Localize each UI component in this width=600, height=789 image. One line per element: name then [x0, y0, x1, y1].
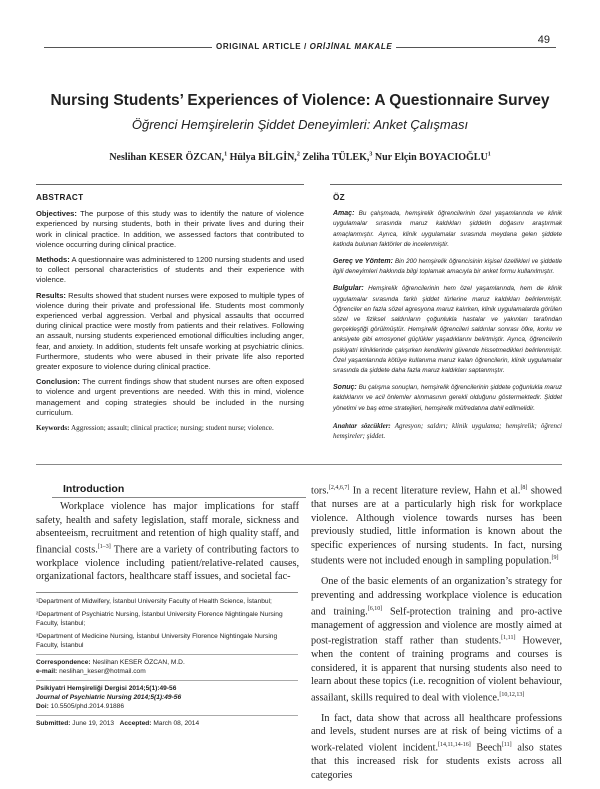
- body-paragraph: One of the basic elements of an organization’s strategy for preventing and addressing workplace violence is education and training.[6,10] Self-protection training and pro-active management of aggression and violence are mostly aimed at post-registration staff rather than students.[1,11] However, when the content of training programs and courses is considered, it is apparent that nursing students also need to learn about these topics (i.e. recognition of violent behaviour, assailant, skills required to deal with violence.[10,12,13]: [311, 576, 562, 704]
- journal-tr: Psikiyatri Hemşireliği Dergisi 2014;5(1):49-56: [36, 685, 177, 692]
- author-list: [0, 152, 600, 163]
- correspondence: Correspondence: Neslihan KESER ÖZCAN, M.D.: [36, 659, 185, 666]
- author: Nur Elçin BOYACIOĞLU$^1$: [374, 152, 491, 164]
- abstract-section: [36, 193, 304, 438]
- abstract-results: Results: Results showed that student nurses were exposed to multiple types of violence during their private and professional life. Students most commonly experienced verbal aggression. Verbal and physical assaults that occurred during clinical practice were mostly from patients and their relatives. Following an assault, nursing students experienced emotional difficulties including anger, fear, and anxiety. In addition, students felt unsafe working at psychiatric clinics. Furthermore, students who were abused in their private life also reported greater exposure to violence during clinical practice.: [36, 290, 304, 372]
- footnote-divider: [36, 654, 298, 655]
- body-paragraph: tors.[2,4,6,7] In a recent literature review, Hahn et al.[8] showed that nurses are at a particularly high risk for workplace violence. Although violence towards nurses has been previously studied, little information is known about the specific experiences of nursing students. In fact, nursing students were not included enough in sampling population.[9]: [311, 485, 563, 567]
- paper-subtitle: Öğrenci Hemşirelerin Şiddet Deneyimleri: Anket Çalışması: [131, 117, 469, 132]
- affiliation-3: ³Department of Medicine Nursing, İstanbul University Florence Nightingale Nursing Faculty, İstanbul: [36, 633, 278, 649]
- page-number: 49: [537, 34, 550, 46]
- oz-rule: [330, 184, 562, 185]
- right-column-text: [311, 482, 562, 789]
- oz-keywords: Anahtar sözcükler: Agresyon; saldırı; klinik uygulama; hemşirelik; öğrenci hemşireler; şiddet.: [333, 421, 563, 441]
- abstract-rule: [36, 184, 304, 185]
- body-paragraph: In fact, data show that across all healthcare professions and levels, student nurses are at risk of being victims of a work-related violent incident.[14,11,14-16] Beech[11] also states that this increased risk for students exists across all categories: [311, 712, 563, 781]
- footnote-rule: [36, 592, 298, 593]
- article-type-tag: [212, 42, 396, 51]
- abstract-objectives: Objectives: The purpose of this study was to identify the nature of violence experienced by nursing students, both in their private lives and during their work in clinical practice. In addition, we assessed factors that contributed to violence occurring during clinical practice.: [36, 209, 304, 249]
- dates: Submitted: June 19, 2013 Accepted: March 08, 2014: [36, 720, 200, 727]
- oz-heading: ÖZ: [333, 193, 345, 202]
- oz-section: [333, 193, 562, 448]
- footnote-divider: [36, 715, 298, 716]
- abstract-heading: ABSTRACT: [36, 193, 84, 202]
- abstract-conclusion: Conclusion: The current findings show that student nurses are often exposed to violence and urgent preventions are needed. With this in mind, violence management and coping strategies should be included in the nursing curriculum.: [36, 377, 304, 417]
- affiliation-1: ¹Department of Midwifery, İstanbul University Faculty of Health Science, İstanbul;: [36, 598, 272, 605]
- introduction-rule: [52, 497, 306, 498]
- footnote-divider: [36, 680, 298, 681]
- author: Neslihan KESER ÖZCAN,$^1$: [109, 152, 228, 164]
- article-type-en: ORIGINAL ARTICLE: [216, 42, 302, 51]
- author: Zeliha TÜLEK,$^3$: [302, 152, 373, 164]
- journal-en: Journal of Psychiatric Nursing 2014;5(1):49-56: [36, 694, 182, 701]
- intro-paragraph: Workplace violence has major implications for staff safety, health and safety legislation, staff morale, sickness and absenteeism, recruitment and retention of high quality staff, and financial costs.[1–3] There are a variety of contributing factors to workplace violence including patient/relative-related causes, organizational factors, healthcare staff issues, and societal fac-: [36, 501, 299, 583]
- article-type-sep: /: [301, 42, 310, 51]
- introduction-text: [36, 500, 299, 584]
- oz-bulgular: Bulgular: Hemşirelik öğrencilerinin hem özel yaşamlarında, hem de klinik uygulamalar sırasında farklı şiddet türlerine maruz kaldıkları belirlenmiştir. Öğrenciler en fazla sözel agresyona maruz kalırken, klinik uygulamalarda görülen sözel ve fiziksel saldırıların çoğunlukla hastalar ve yakınları tarafından gerçekleştiği görülmüştür. Hemşirelik öğrencileri saldırılar sonrası öfke, korku ve anksiyete gibi emosyonel güçlükler yaşadıklarını belirtmiştir. Ayrıca, öğrencilerin psikiyatri kliniklerinde çalışırken kendilerini güvende hissetmedikleri belirlenmiştir. Özel yaşamlarında kötüye kullanıma maruz kalan öğrencilerin, klinik uygulamalar sırasında da şiddete daha fazla maruz kaldıkları saptanmıştır.: [333, 285, 563, 375]
- article-type-tr: ORİJİNAL MAKALE: [309, 42, 393, 51]
- email: e-mail: neslihan_keser@hotmail.com: [36, 668, 146, 675]
- oz-sonuc: Sonuç: Bu çalışma sonuçları, hemşirelik öğrencilerinin şiddete çoğunlukla maruz kaldıklarını ve acil önlemler alınmasının gerekli olduğunu göstermektedir. Şiddet yönetimi ve baş etme stratejileri, hemşirelik müfredatına dahil edilmelidir.: [333, 384, 562, 412]
- section-divider: [36, 464, 562, 465]
- abstract-keywords: Keywords: Aggression; assault; clinical practice; nursing; student nurse; violence.: [36, 424, 274, 433]
- introduction-heading: Introduction: [63, 483, 125, 495]
- author: Hülya BİLGİN,$^2$: [229, 152, 300, 164]
- doi: Doi: 10.5505/phd.2014.91886: [36, 703, 125, 710]
- affiliation-2: ²Department of Psychiatric Nursing, İstanbul University Florence Nightingale Nursing Faculty, İstanbul;: [36, 611, 283, 627]
- email-link[interactable]: neslihan_keser@hotmail.com: [59, 668, 146, 675]
- footnotes: [36, 597, 298, 728]
- paper-title: Nursing Students’ Experiences of Violence: A Questionnaire Survey: [50, 92, 550, 109]
- abstract-methods: Methods: A questionnaire was administered to 1200 nursing students and used to collect personal characteristics of students and their experience with violence.: [36, 255, 304, 285]
- oz-amac: Amaç: Bu çalışmada, hemşirelik öğrencilerinin özel yaşamlarında ve klinik uygulamalar sırasında maruz kaldıkları şiddetin doğasını araştırmak amaçlanmıştır. Ayrıca, klinik uygulamalar sırasında meydana gelen şiddete katkıda bulunan faktörler de incelenmiştir.: [333, 210, 562, 248]
- oz-yontem: Gereç ve Yöntem: Bin 200 hemşirelik öğrencisinin kişisel özellikleri ve şiddetle ilgili deneyimleri hakkında bilgi toplamak amacıyla bir anket formu kullanılmıştır.: [333, 258, 562, 276]
